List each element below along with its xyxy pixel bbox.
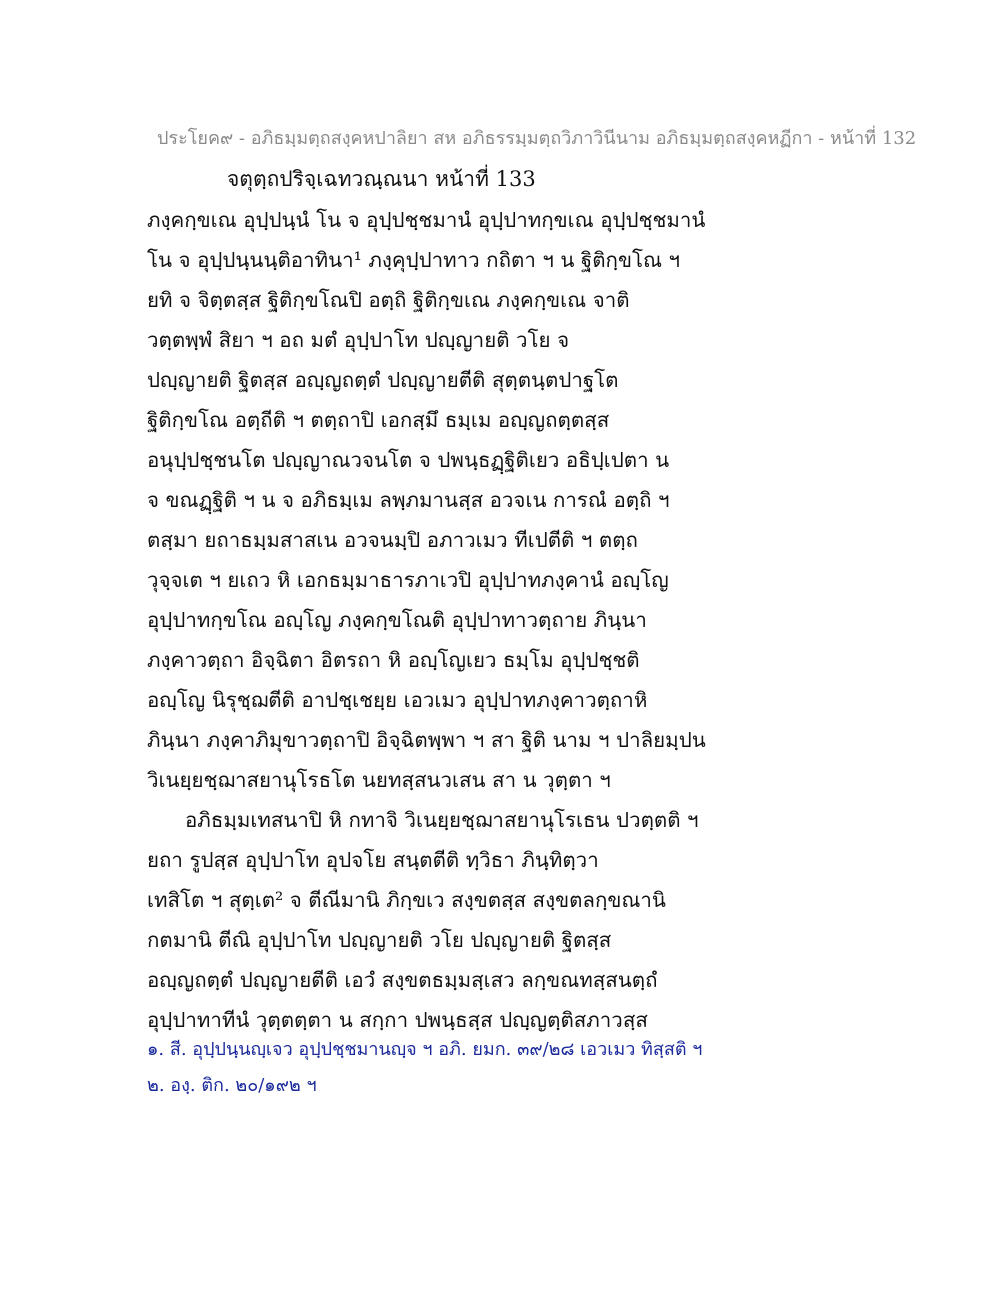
body-line: อนุปฺปชฺชนโต ปญฺญาณวจนโต จ ปพนฺธฏฺฐิติเยว อธิปฺเปตา น [147,448,670,472]
body-line: ยทิ จ จิตฺตสฺส ฐิติกฺขโณปิ อตฺถิ ฐิติกฺขเณ ภงฺคกฺขเณ จาติ [147,288,630,312]
chapter-title: จตุตฺถปริจฺเฉทวณฺณนา หน้าที่ 133 [227,167,536,191]
body-line: ตสฺมา ยถาธมฺมสาสเน อวจนมฺปิ อภาวเมว ทีเปตีติ ฯ ตตฺถ [147,528,638,552]
body-line: ภินฺนา ภงฺคาภิมุขาวตฺถาปิ อิจฺฉิตพฺพา ฯ สา ฐิติ นาม ฯ ปาลิยมฺปน [147,728,706,752]
footnote-1: ๑. สี. อุปฺปนฺนญฺเจว อุปฺปชฺชมานญฺจ ฯ อภิ. ยมก. ๓๙/๒๘ เอวเมว ทิสฺสติ ฯ [147,1039,703,1060]
page-header: ประโยค๙ - อภิธมฺมตฺถสงฺคหปาลิยา สห อภิธรรมฺมตฺถวิภาวินีนาม อภิธมฺมตฺถสงฺคหฏีกา - หน้าที่ 132 [157,128,917,149]
body-line: จ ขณฏฺฐิติ ฯ น จ อภิธมฺเม ลพฺภมานสฺส อวจเน การณํ อตฺถิ ฯ [147,488,670,512]
body-line: ปญฺญายติ ฐิตสฺส อญฺญถตฺตํ ปญฺญายตีติ สุตฺตนฺตปาฐโต [147,368,619,392]
body-line: ฐิติกฺขโณ อตฺถีติ ฯ ตตฺถาปิ เอกสฺมึ ธมฺเม อญฺญถตฺตสฺส [147,408,610,432]
body-line: ภงฺคกฺขเณ อุปฺปนฺนํ โน จ อุปฺปชฺชมานํ อุปฺปาทกฺขเณ อุปฺปชฺชมานํ [147,208,706,232]
body-line: อุปฺปาทกฺขโณ อญฺโญ ภงฺคกฺขโณติ อุปฺปาทาวตฺถาย ภินฺนา [147,608,647,632]
body-line: ภงฺคาวตฺถา อิจฺฉิตา อิตรถา หิ อญฺโญเยว ธมฺโม อุปฺปชฺชติ [147,648,640,672]
body-line: อญฺญถตฺตํ ปญฺญายตีติ เอวํ สงฺขตธมฺมสฺเสว ลกฺขณทสฺสนตฺถํ [147,968,658,992]
paragraph-start-line: อภิธมฺมเทสนาปิ หิ กทาจิ วิเนยฺยชฺฌาสยานุโรเธน ปวตฺตติ ฯ [185,808,699,832]
body-line: อุปฺปาทาทีนํ วุตฺตตฺตา น สกฺกา ปพนฺธสฺส ปญฺญตฺติสภาวสฺส [147,1008,648,1032]
body-text [147,200,987,1040]
footnote-2: ๒. องฺ. ติก. ๒๐/๑๙๒ ฯ [147,1075,317,1096]
footnotes [147,1032,987,1104]
body-line: ยถา รูปสฺส อุปฺปาโท อุปจโย สนฺตตีติ ทฺวิธา ภินฺทิตฺวา [147,848,599,872]
body-line: อญฺโญ นิรุชฺฌตีติ อาปชฺเชยฺย เอวเมว อุปฺปาทภงฺคาวตฺถาหิ [147,688,648,712]
body-line: วุจฺจเต ฯ ยเถว หิ เอกธมฺมาธารภาเวปิ อุปฺปาทภงฺคานํ อญฺโญ [147,568,669,592]
body-line: วตฺตพฺพํ สิยา ฯ อถ มตํ อุปฺปาโท ปญฺญายติ วโย จ [147,328,570,352]
body-line: วิเนยฺยชฺฌาสยานุโรธโต นยทสฺสนวเสน สา น วุตฺตา ฯ [147,768,611,792]
body-line: โน จ อุปฺปนฺนนฺติอาทินา¹ ภงฺคุปฺปาทาว กถิตา ฯ น ฐิติกฺขโณ ฯ [147,248,681,272]
body-line: เทสิโต ฯ สุตฺเต² จ ตีณีมานิ ภิกฺขเว สงฺขตสฺส สงฺขตลกฺขณานิ [147,888,666,912]
body-line: กตมานิ ตีณิ อุปฺปาโท ปญฺญายติ วโย ปญฺญายติ ฐิตสฺส [147,928,612,952]
